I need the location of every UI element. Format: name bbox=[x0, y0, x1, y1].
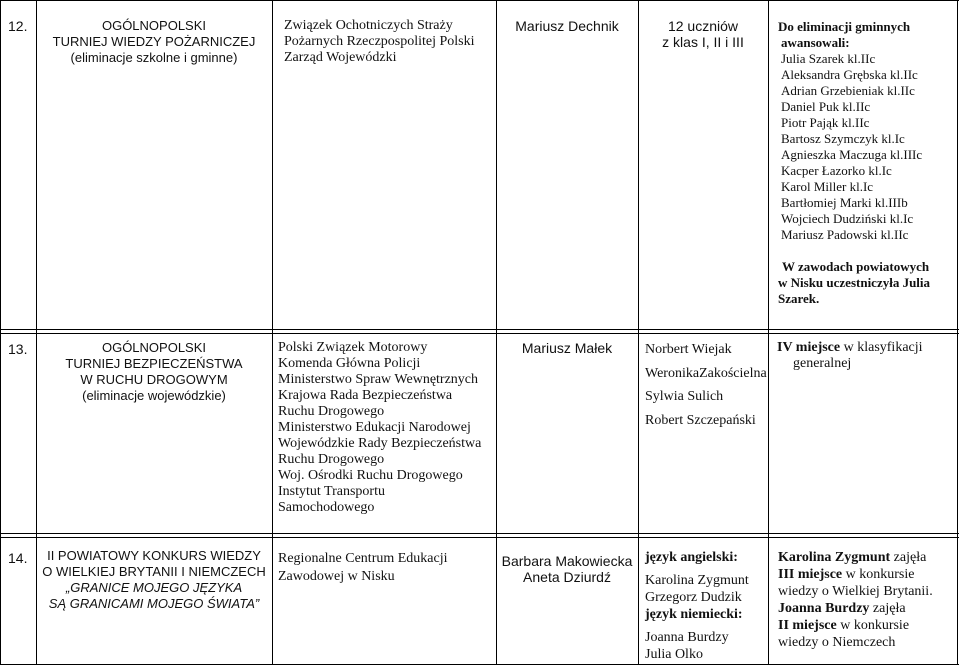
result-place: III miejsce bbox=[778, 567, 843, 582]
teacher bbox=[500, 553, 634, 585]
event-line: OGÓLNOPOLSKI bbox=[101, 340, 207, 355]
result-line bbox=[778, 566, 956, 583]
organizer bbox=[284, 18, 494, 66]
result-name: Adrian Grzebieniak kl.IIc bbox=[781, 83, 915, 98]
participants bbox=[642, 18, 764, 50]
organizer-line: Zarząd Wojewódzki bbox=[284, 50, 397, 65]
result-footer-line: Szarek. bbox=[778, 291, 820, 306]
organizer-line: Zawodowej w Nisku bbox=[278, 569, 395, 584]
event-name bbox=[40, 340, 268, 404]
organizer-line: Ministerstwo Spraw Wewnętrznych bbox=[278, 372, 479, 387]
participants bbox=[645, 549, 767, 663]
organizer-line: Krajowa Rada Bezpieczeństwa bbox=[278, 388, 453, 403]
event-motto-line: „GRANICE MOJEGO JĘZYKA bbox=[65, 580, 243, 595]
result-line: wiedzy o Wielkiej Brytanii. bbox=[778, 584, 933, 599]
result-name: Mariusz Padowski kl.IIc bbox=[781, 227, 909, 242]
event-line: OGÓLNOPOLSKI bbox=[101, 18, 207, 33]
participant-name: Norbert Wiejak bbox=[645, 342, 732, 357]
organizer-line: Samochodowego bbox=[278, 500, 375, 515]
participants-heading: język angielski: bbox=[645, 550, 738, 565]
result-text: w konkursie bbox=[836, 618, 910, 633]
grid-line bbox=[0, 533, 959, 534]
result-text: zajęła bbox=[869, 601, 906, 616]
result-line bbox=[777, 340, 955, 356]
event-name bbox=[40, 18, 268, 66]
result-heading: awansowali: bbox=[781, 35, 850, 50]
result-name: Daniel Puk kl.IIc bbox=[781, 99, 871, 114]
organizer bbox=[278, 550, 494, 586]
teacher-name: Barbara Makowiecka bbox=[501, 553, 633, 569]
event-line: II POWIATOWY KONKURS WIEDZY bbox=[47, 548, 261, 563]
organizer-line: Woj. Ośrodki Ruchu Drogowego bbox=[278, 468, 463, 483]
participant-name: Joanna Burdzy bbox=[645, 630, 729, 645]
result-line bbox=[778, 600, 956, 617]
participant-name: Julia Olko bbox=[645, 647, 703, 662]
result-footer-line: w Nisku uczestniczyła Julia bbox=[778, 275, 931, 290]
participants-line: 12 uczniów bbox=[667, 18, 739, 34]
organizer-line: Regionalne Centrum Edukacji bbox=[278, 551, 448, 566]
participant-name: Grzegorz Dudzik bbox=[645, 590, 742, 605]
result-line: generalnej bbox=[793, 356, 852, 371]
participants bbox=[645, 338, 767, 432]
result-name: Julia Szarek kl.IIc bbox=[781, 51, 876, 66]
participants-heading: język niemiecki: bbox=[645, 607, 743, 622]
organizer-line: Instytut Transportu bbox=[278, 484, 385, 499]
result-text: zajęła bbox=[890, 550, 927, 565]
result-text: w konkursie bbox=[842, 567, 915, 582]
participant-name: Robert Szczepański bbox=[645, 412, 756, 428]
organizer-line: Ministerstwo Edukacji Narodowej bbox=[278, 420, 471, 435]
result bbox=[778, 549, 956, 651]
result-name: Bartosz Szymczyk kl.Ic bbox=[781, 131, 905, 146]
result-name: Kacper Łazorko kl.Ic bbox=[781, 163, 892, 178]
participant-name: Karolina Zygmunt bbox=[645, 573, 749, 588]
organizer-line: Wojewódzkie Rady Bezpieczeństwa bbox=[278, 436, 482, 451]
organizer-line: Związek Ochotniczych Straży bbox=[284, 18, 453, 33]
participant-name: WeronikaZakościelna bbox=[645, 365, 767, 381]
event-line: W RUCHU DROGOWYM bbox=[80, 372, 228, 387]
organizer-line: Ruchu Drogowego bbox=[278, 404, 385, 419]
event-name bbox=[38, 548, 270, 612]
event-line: O WIELKIEJ BRYTANII I NIEMCZECH bbox=[42, 564, 266, 579]
result-name: Karol Miller kl.Ic bbox=[781, 179, 874, 194]
result-line bbox=[778, 617, 956, 634]
row-number: 12. bbox=[8, 18, 28, 34]
event-motto-line: SĄ GRANICAMI MOJEGO ŚWIATA” bbox=[48, 596, 260, 611]
result-line bbox=[778, 549, 956, 566]
result-name: Wojciech Dudziński kl.Ic bbox=[781, 211, 914, 226]
teacher-name: Mariusz Dechnik bbox=[515, 18, 619, 34]
grid-line bbox=[0, 329, 959, 330]
result-text: w klasyfikacji bbox=[840, 340, 923, 355]
row-number: 13. bbox=[8, 341, 28, 357]
result-footer-line: W zawodach powiatowych bbox=[782, 259, 930, 274]
grid-line bbox=[0, 537, 959, 538]
result-name: Aleksandra Grębska kl.IIc bbox=[781, 67, 918, 82]
result-name: Piotr Pająk kl.IIc bbox=[781, 115, 870, 130]
organizer-line: Ruchu Drogowego bbox=[278, 452, 385, 467]
result-line: wiedzy o Niemczech bbox=[778, 635, 896, 650]
teacher bbox=[500, 18, 634, 34]
grid-line bbox=[0, 333, 959, 334]
result bbox=[777, 340, 955, 372]
row-number: 14. bbox=[8, 550, 28, 566]
organizer bbox=[278, 340, 494, 516]
participant-name: Sylwia Sulich bbox=[645, 389, 724, 404]
organizer-line: Pożarnych Rzeczpospolitej Polski bbox=[284, 34, 475, 49]
event-line: (eliminacje wojewódzkie) bbox=[82, 388, 226, 403]
teacher-name: Mariusz Małek bbox=[521, 340, 613, 356]
result-place: IV miejsce bbox=[777, 340, 841, 355]
result-name: Agnieszka Maczuga kl.IIIc bbox=[781, 147, 923, 162]
participants-line: z klas I, II i III bbox=[662, 34, 744, 50]
grid-line bbox=[0, 0, 959, 1]
result-heading: Do eliminacji gminnych bbox=[778, 19, 911, 34]
teacher-name: Aneta Dziurdź bbox=[523, 569, 611, 585]
organizer-line: Polski Związek Motorowy bbox=[278, 340, 428, 355]
event-line: TURNIEJ WIEDZY POŻARNICZEJ bbox=[52, 34, 256, 49]
result-winner: Joanna Burdzy bbox=[778, 601, 870, 616]
result-winner: Karolina Zygmunt bbox=[778, 550, 891, 565]
result-name: Bartłomiej Marki kl.IIIb bbox=[781, 195, 908, 210]
result-footer bbox=[778, 259, 954, 307]
event-line: TURNIEJ BEZPIECZEŃSTWA bbox=[65, 356, 243, 371]
result bbox=[778, 19, 954, 243]
organizer-line: Komenda Główna Policji bbox=[278, 356, 421, 371]
event-line: (eliminacje szkolne i gminne) bbox=[70, 50, 238, 65]
teacher bbox=[500, 340, 634, 356]
result-place: II miejsce bbox=[778, 618, 837, 633]
